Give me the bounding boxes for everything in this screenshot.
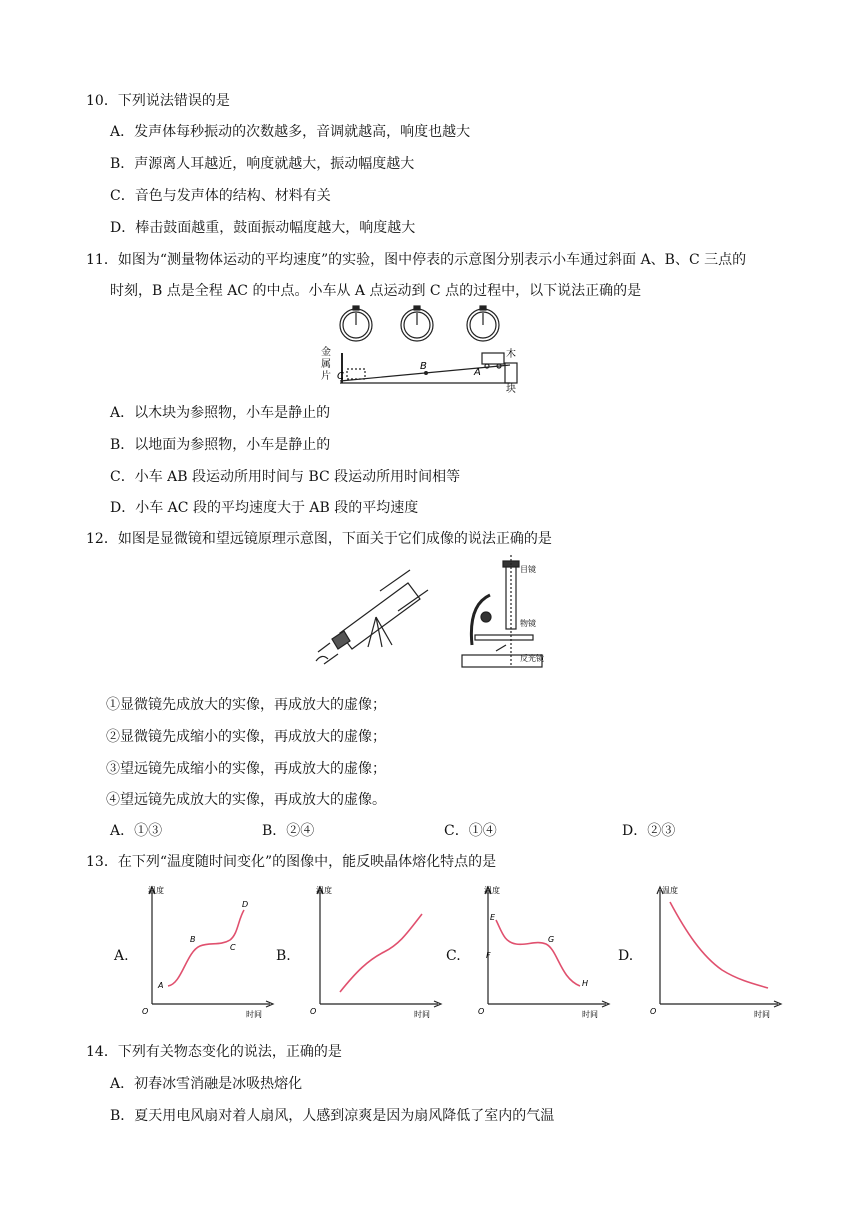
graph-d-xlabel: 时间 — [754, 1010, 770, 1019]
q12-statement-2: ②显微镜先成缩小的实像，再成放大的虚像； — [106, 729, 386, 745]
graph-a-xlabel: 时间 — [246, 1010, 262, 1019]
graph-b-ylabel: 温度 — [316, 886, 332, 895]
q11-option-b: B．以地面为参照物，小车是静止的 — [110, 437, 331, 453]
graph-a — [138, 882, 278, 1022]
graph-b — [306, 882, 446, 1022]
q10-option-a: A．发声体每秒振动的次数越多，音调就越高，响度也越大 — [110, 124, 471, 140]
graph-c — [474, 882, 614, 1022]
graph-c-point-e: E — [490, 913, 496, 922]
q12-statement-3: ③望远镜先成缩小的实像，再成放大的虚像； — [106, 761, 386, 777]
graph-d-origin: O — [650, 1007, 657, 1016]
q12-option-c: C．①④ — [444, 823, 497, 839]
q11-option-a: A．以木块为参照物，小车是静止的 — [110, 405, 331, 421]
graph-b-curve — [340, 914, 422, 992]
q12-option-a: A．①③ — [110, 823, 163, 839]
q12-option-b: B．②④ — [262, 823, 315, 839]
graph-c-point-f: F — [486, 951, 491, 960]
objective-label: 物镜 — [520, 619, 536, 628]
q11-option-c: C．小车 AB 段运动所用时间与 BC 段运动所用时间相等 — [110, 469, 461, 485]
point-a-label: A — [474, 367, 481, 378]
q12-stem: 12．如图是显微镜和望远镜原理示意图，下面关于它们成像的说法正确的是 — [86, 531, 552, 547]
telescope-drawing — [316, 570, 428, 664]
metal-plate-label-2: 属 — [321, 359, 331, 370]
graph-c-point-h: H — [582, 979, 589, 988]
graph-c-curve — [496, 920, 580, 986]
point-b-label: B — [420, 361, 427, 372]
graph-a-origin: O — [142, 1007, 149, 1016]
q10-option-c: C．音色与发声体的结构、材料有关 — [110, 188, 331, 204]
incline-experiment-figure — [320, 303, 520, 395]
point-c-label: C — [337, 371, 344, 382]
q13-stem: 13．在下列“温度随时间变化”的图像中，能反映晶体熔化特点的是 — [86, 854, 497, 870]
q10-option-d: D．棒击鼓面越重，鼓面振动幅度越大，响度越大 — [110, 220, 416, 236]
graph-d — [646, 882, 786, 1022]
graph-c-xlabel: 时间 — [582, 1010, 598, 1019]
graph-b-option-label: B. — [276, 948, 291, 964]
graph-d-ylabel: 温度 — [662, 886, 678, 895]
graph-a-option-label: A. — [114, 948, 129, 964]
graph-b-xlabel: 时间 — [414, 1010, 430, 1019]
microscope-telescope-figure — [310, 555, 550, 680]
q11-option-d: D．小车 AC 段的平均速度大于 AB 段的平均速度 — [110, 500, 419, 516]
graph-a-point-a: A — [158, 981, 164, 990]
q14-option-a: A．初春冰雪消融是冰吸热熔化 — [110, 1076, 303, 1092]
mirror-label: 反光镜 — [520, 654, 544, 663]
wood-block-label-2: 块 — [506, 384, 516, 395]
graph-a-point-c: C — [230, 943, 236, 952]
graph-c-option-label: C. — [446, 948, 461, 964]
q12-statement-1: ①显微镜先成放大的实像，再成放大的虚像； — [106, 697, 386, 713]
graph-a-ylabel: 温度 — [148, 886, 164, 895]
q12-statement-4: ④望远镜先成放大的实像，再成放大的虚像。 — [106, 792, 386, 808]
q14-stem: 14．下列有关物态变化的说法，正确的是 — [86, 1044, 342, 1060]
q10-option-b: B．声源离人耳越近，响度就越大，振动幅度越大 — [110, 156, 415, 172]
graph-d-curve — [670, 902, 768, 988]
graph-a-point-d: D — [242, 900, 249, 909]
wood-block-label-1: 木 — [506, 349, 516, 360]
q12-option-d: D．②③ — [622, 823, 676, 839]
q11-stem-line1: 11．如图为“测量物体运动的平均速度”的实验，图中停表的示意图分别表示小车通过斜面 A、B、C 三点的 — [86, 252, 747, 268]
q14-option-b: B．夏天用电风扇对着人扇风，人感到凉爽是因为扇风降低了室内的气温 — [110, 1108, 555, 1124]
graph-c-point-g: G — [548, 935, 555, 944]
graph-c-origin: O — [478, 1007, 485, 1016]
metal-plate-label-3: 片 — [321, 371, 331, 382]
graph-c-ylabel: 温度 — [484, 886, 500, 895]
metal-plate-label-1: 金 — [321, 347, 331, 358]
eyepiece-label: 目镜 — [520, 565, 536, 574]
q10-stem: 10．下列说法错误的是 — [86, 93, 230, 109]
q11-stem-line2: 时刻，B 点是全程 AC 的中点。小车从 A 点运动到 C 点的过程中，以下说法正确的是 — [110, 283, 642, 299]
graph-a-point-b: B — [190, 935, 196, 944]
graph-d-option-label: D. — [618, 948, 634, 964]
graph-b-origin: O — [310, 1007, 317, 1016]
